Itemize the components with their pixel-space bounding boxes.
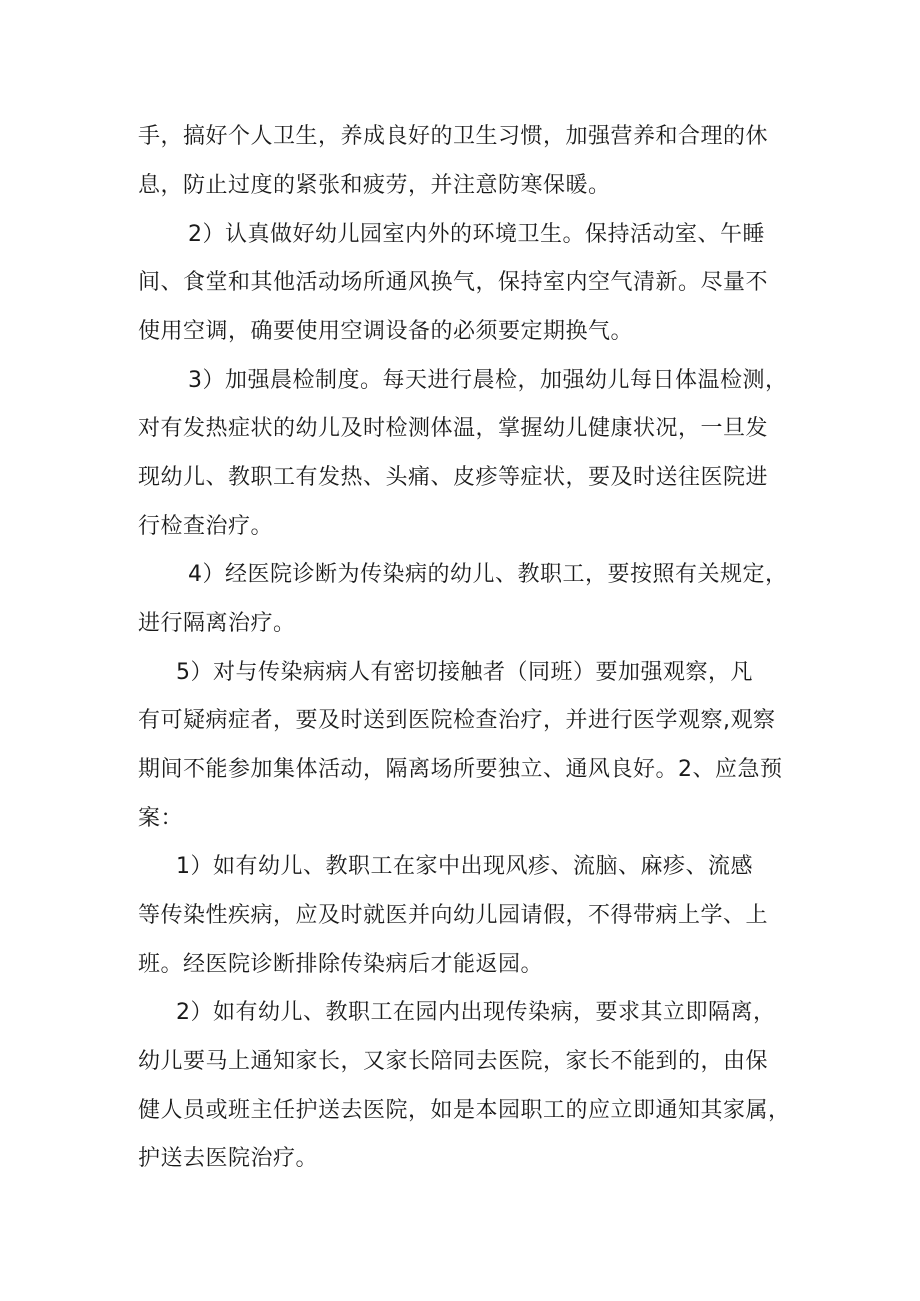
text-line: 4）经医院诊断为传染病的幼儿、教职工，要按照有关规定， — [188, 562, 788, 587]
text-line: 对有发热症状的幼儿及时检测体温，掌握幼儿健康状况，一旦发 — [138, 416, 769, 441]
text-line: 行检查治疗。 — [138, 514, 274, 539]
text-line: 幼儿要马上通知家长，又家长陪同去医院，家长不能到的，由保 — [138, 1049, 769, 1074]
text-line: 案： — [138, 806, 184, 831]
text-line: 使用空调，确要使用空调设备的必须要定期换气。 — [138, 319, 634, 344]
text-line: 等传染性疾病，应及时就医并向幼儿园请假，不得带病上学、上 — [138, 903, 769, 928]
text-line: 健人员或班主任护送去医院，如是本园职工的应立即通知其家属， — [138, 1098, 791, 1123]
text-line: 手，搞好个人卫生，养成良好的卫生习惯，加强营养和合理的休 — [138, 124, 769, 149]
text-line: 5）对与传染病病人有密切接触者（同班）要加强观察，凡 — [176, 660, 753, 685]
text-line: 期间不能参加集体活动，隔离场所要独立、通风良好。2、应急预 — [138, 757, 783, 782]
text-line: 间、食堂和其他活动场所通风换气，保持室内空气清新。尽量不 — [138, 270, 769, 295]
text-line: 息，防止过度的紧张和疲劳，并注意防寒保暖。 — [138, 173, 611, 198]
text-line: 现幼儿、教职工有发热、头痛、皮疹等症状，要及时送往医院进 — [138, 465, 769, 490]
text-line: 班。经医院诊断排除传染病后才能返园。 — [138, 952, 544, 977]
text-line: 护送去医院治疗。 — [138, 1146, 319, 1171]
text-line: 2）认真做好幼儿园室内外的环境卫生。保持活动室、午睡 — [188, 222, 765, 247]
text-line: 进行隔离治疗。 — [138, 611, 296, 636]
text-line: 1）如有幼儿、教职工在家中出现风疹、流脑、麻疹、流感 — [176, 854, 753, 879]
text-line: 3）加强晨检制度。每天进行晨检，加强幼儿每日体温检测， — [188, 368, 788, 393]
text-line: 有可疑病症者，要及时送到医院检查治疗，并进行医学观察,观察 — [138, 708, 776, 733]
text-line: 2）如有幼儿、教职工在园内出现传染病，要求其立即隔离， — [176, 1000, 776, 1025]
